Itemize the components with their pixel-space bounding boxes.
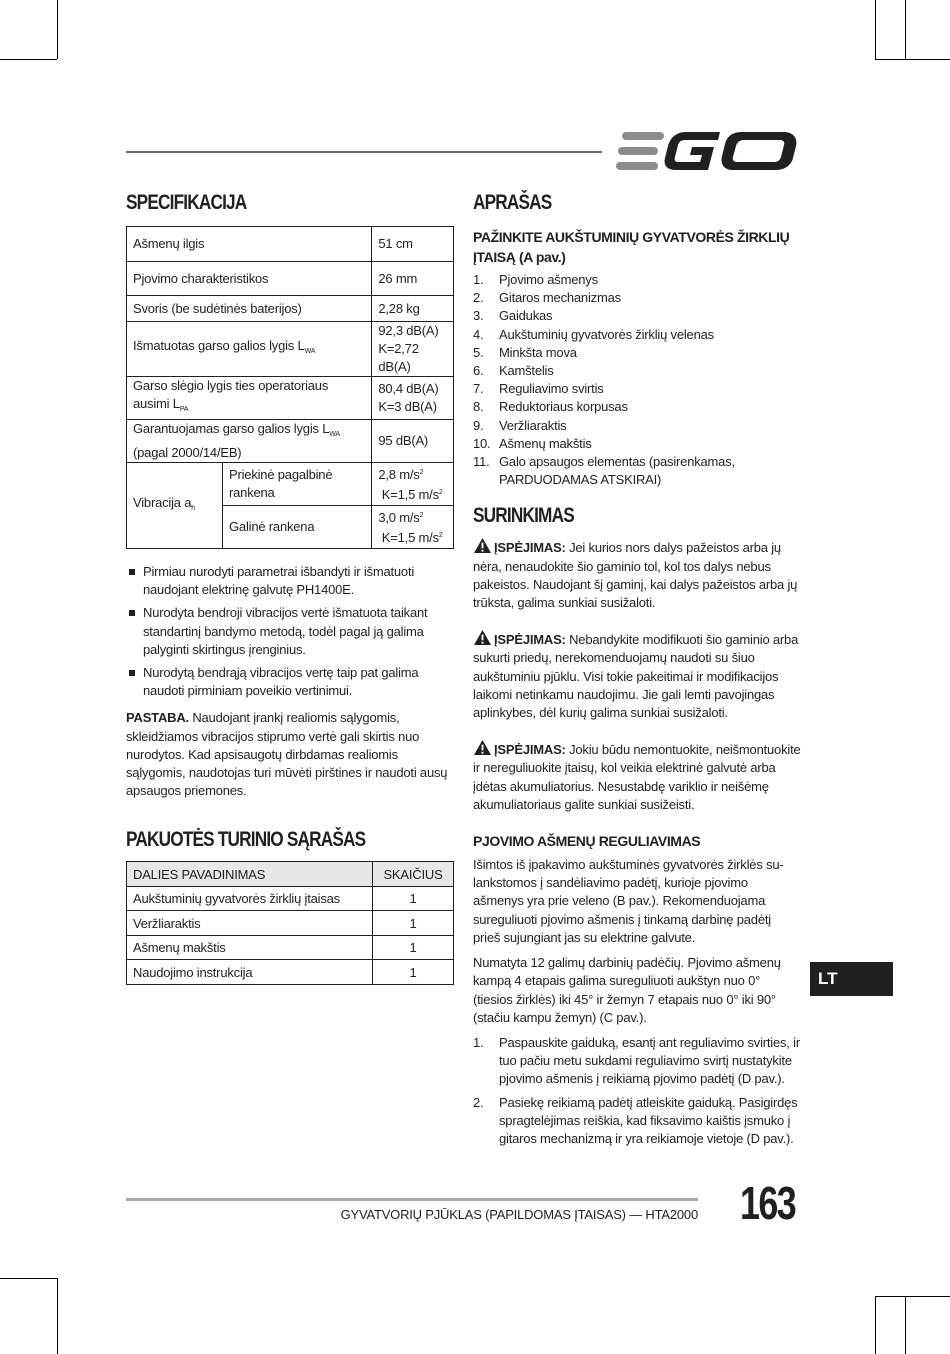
list-item: 6. Kamštelis xyxy=(473,363,554,379)
blade-adjust-steps xyxy=(473,1034,801,1148)
front-handle-label: Priekinė pagalbinė rankena xyxy=(223,463,372,506)
part-qty: 1 xyxy=(373,886,454,911)
crop-mark xyxy=(905,0,906,59)
footer-title: GYVATVORIŲ PJŪKLAS (PAPILDOMAS ĮTAISAS) — HTA2000 xyxy=(340,1207,698,1222)
list-item: 5. Minkšta mova xyxy=(473,344,577,360)
blade-adjust-paragraph: Numatyta 12 galimų darbinių padėčių. Pjovimo ašmenų kampą 4 etapais galima sureguliuoti aukštyn nuo 0° (tiesios žirklės) iki 45° ir žemyn 7 etapais nuo 0° iki 90° (stačiu kampu žemyn) (C pav.). xyxy=(473,955,781,1025)
spec-value: 95 dB(A) xyxy=(372,420,454,463)
list-item: 1. Paspauskite gaiduką, esantį ant reguliavimo svirties, ir tuo pačiu metu sukdami reguliavimo svirtį nustatykite pjovimo ašmenis į reikiamą pjovimo padėtį (D pav.). xyxy=(473,1034,800,1087)
spec-label: Garso slėgio lygis ties operatoriaus ausimi $L_{PA}$ xyxy=(127,377,372,420)
spec-value: 2,28 kg xyxy=(372,296,454,322)
crop-mark xyxy=(57,0,58,59)
description-title: APRAŠAS xyxy=(473,191,552,214)
list-item: 8. Reduktoriaus korpusas xyxy=(473,399,628,415)
table-header xyxy=(127,862,454,887)
spec-label: Ašmenų ilgis xyxy=(127,227,372,262)
col-header-qty: SKAIČIUS xyxy=(373,862,454,887)
parts-list xyxy=(473,271,801,489)
spec-notes-list xyxy=(126,563,454,700)
spec-value: 51 cm xyxy=(372,227,454,262)
list-item: 3. Gaidukas xyxy=(473,308,553,324)
warning-paragraph: ĮSPĖJIMAS: Jokiu būdu nemontuokite, neišmontuokite ir nereguliuokite įtaisų, kol veikia elektrinė galvutė arba įdėtas akumuliatorius. Nesustabdę variklio ir neišėmę akumuliatoriaus galite sunkiai susižeisti. xyxy=(473,739,801,814)
crop-mark xyxy=(875,0,876,59)
blade-adjust-title: PJOVIMO AŠMENŲ REGULIAVIMAS xyxy=(473,833,701,850)
list-item: 2. Gitaros mechanizmas xyxy=(473,290,621,306)
table-row xyxy=(127,886,454,911)
language-tab: LT xyxy=(810,962,893,996)
crop-mark xyxy=(875,1296,876,1354)
footer-rule xyxy=(126,1198,698,1201)
bullet-square-icon xyxy=(129,569,135,575)
spec-title: SPECIFIKACIJA xyxy=(126,191,247,214)
warning-triangle-icon xyxy=(473,629,492,646)
vibration-label: Vibracija $a_h$ xyxy=(127,463,223,549)
spec-row xyxy=(127,227,454,262)
crop-mark xyxy=(905,1296,906,1354)
assembly-title: SURINKIMAS xyxy=(473,504,574,528)
warning-paragraph: ĮSPĖJIMAS: Jei kurios nors dalys pažeistos arba jų nėra, nenaudokite šio gaminio tol, kol tos dalys nebus pakeistos. Naudojant šį gaminį, kai dalys pažeistos arba jų trūksta, galima sunkiai susižaloti. xyxy=(473,537,801,612)
table-row xyxy=(127,960,454,985)
packing-table xyxy=(126,861,454,985)
note-paragraph: PASTABA. Naudojant įrankį realiomis sąlygomis, skleidžiamos vibracijos stiprumo vertė gali skirtis nuo nurodytos. Kad apsisaugotų dirbdamas realiomis sąlygomis, naudotojas turi mūvėti pirštines ir naudoti ausų apsaugos priemones. xyxy=(126,710,448,799)
spec-label: Išmatuotas garso galios lygis $L_{WA}$ xyxy=(127,322,372,377)
list-item: 9. Veržliaraktis xyxy=(473,417,567,433)
part-name: Aukštuminių gyvatvorės žirklių įtaisas xyxy=(127,886,373,911)
rear-handle-value: 3,0 $m/s^2$ K=1,5 $m/s^2$ xyxy=(372,506,454,549)
spec-value: 92,3 dB(A) K=2,72 dB(A) xyxy=(372,322,454,377)
list-item: 10. Ašmenų makštis xyxy=(473,435,592,451)
table-row xyxy=(127,911,454,936)
page-number: 163 xyxy=(740,1177,796,1229)
list-item: Nurodytą bendrąją vibracijos vertę taip pat galima naudoti pirminiam poveikio vertinimui. xyxy=(126,664,454,700)
spec-row xyxy=(127,296,454,322)
spec-row xyxy=(127,322,454,377)
warning-triangle-icon xyxy=(473,739,492,756)
warning-paragraph: ĮSPĖJIMAS: Nebandykite modifikuoti šio gaminio arba sukurti priedų, nerekomenduojamų naudoti su šiuo aukštuminiu pjūklu. Visi tokie pakeitimai ir modifikacijos laikomi netinkamu naudojimu. Jie gali lemti pavojingas aplinkybes, dėl kurių galima sunkiai susižaloti. xyxy=(473,629,801,722)
spec-value: 80,4 dB(A) K=3 dB(A) xyxy=(372,377,454,420)
warning-triangle-icon xyxy=(473,537,492,554)
left-column xyxy=(126,188,454,985)
spec-table xyxy=(126,226,454,549)
part-name: Naudojimo instrukcija xyxy=(127,960,373,985)
blade-adjust-paragraph: Išimtos iš įpakavimo aukštuminės gyvatvorės žirklės su-lankstomos į sandėliavimo padėtį, kurioje pjovimo ašmenys yra prie veleno (B pav.). Rekomenduojama sureguliuoti pjovimo ašmenis į tinkamą darbinę padėtį prieš sujungiant jas su elektrine galvute. xyxy=(473,857,784,945)
crop-mark xyxy=(0,59,57,60)
part-name: Ašmenų makštis xyxy=(127,935,373,960)
rear-handle-label: Galinė rankena xyxy=(223,506,372,549)
list-item: 7. Reguliavimo svirtis xyxy=(473,381,604,397)
spec-row xyxy=(127,262,454,296)
bullet-square-icon xyxy=(129,670,135,676)
spec-row xyxy=(127,377,454,420)
crop-mark xyxy=(57,1278,58,1354)
part-qty: 1 xyxy=(373,960,454,985)
header-rule xyxy=(126,151,602,153)
list-item: 1. Pjovimo ašmenys xyxy=(473,272,598,287)
list-item: 4. Aukštuminių gyvatvorės žirklių velenas xyxy=(473,326,714,342)
spec-row xyxy=(127,463,454,506)
crop-mark xyxy=(875,59,950,60)
part-qty: 1 xyxy=(373,911,454,936)
table-row xyxy=(127,935,454,960)
spec-label: Svoris (be sudėtinės baterijos) xyxy=(127,296,372,322)
spec-label: Pjovimo charakteristikos xyxy=(127,262,372,296)
bullet-square-icon xyxy=(129,610,135,616)
list-item: Pirmiau nurodyti parametrai išbandyti ir išmatuoti naudojant elektrinę galvutę PH1400E. xyxy=(126,563,454,599)
list-item: 2. Pasiekę reikiamą padėtį atleiskite gaiduką. Pasigirdęs spragtelėjimas reiškia, kad fiksavimo kaištis įsmuko į gitaros mechanizmą ir yra reikiamoje vietoje (D pav.). xyxy=(473,1094,798,1146)
crop-mark xyxy=(0,1278,57,1279)
list-item: Nurodyta bendroji vibracijos vertė išmatuota taikant standartinį bandymo metodą, todėl pagal ją galima palyginti skirtingus įrenginius. xyxy=(126,604,454,659)
spec-label: Garantuojamas garso galios lygis $L_{WA}$ (pagal 2000/14/EB) xyxy=(127,420,372,463)
list-item: 11. Galo apsaugos elementas (pasirenkamas, PARDUODAMAS ATSKIRAI) xyxy=(473,454,735,488)
ego-logo xyxy=(616,130,798,172)
spec-value: 26 mm xyxy=(372,262,454,296)
spec-row xyxy=(127,420,454,463)
front-handle-value: 2,8 $m/s^2$ K=1,5 $m/s^2$ xyxy=(372,463,454,506)
crop-mark xyxy=(875,1296,950,1297)
packing-title: PAKUOTĖS TURINIO SĄRAŠAS xyxy=(126,828,366,852)
description-subtitle: PAŽINKITE AUKŠTUMINIŲ GYVATVORĖS ŽIRKLIŲ ĮTAISĄ (A pav.) xyxy=(473,229,790,265)
part-name: Veržliaraktis xyxy=(127,911,373,936)
col-header-name: DALIES PAVADINIMAS xyxy=(127,862,373,887)
right-column xyxy=(473,188,801,1148)
part-qty: 1 xyxy=(373,935,454,960)
